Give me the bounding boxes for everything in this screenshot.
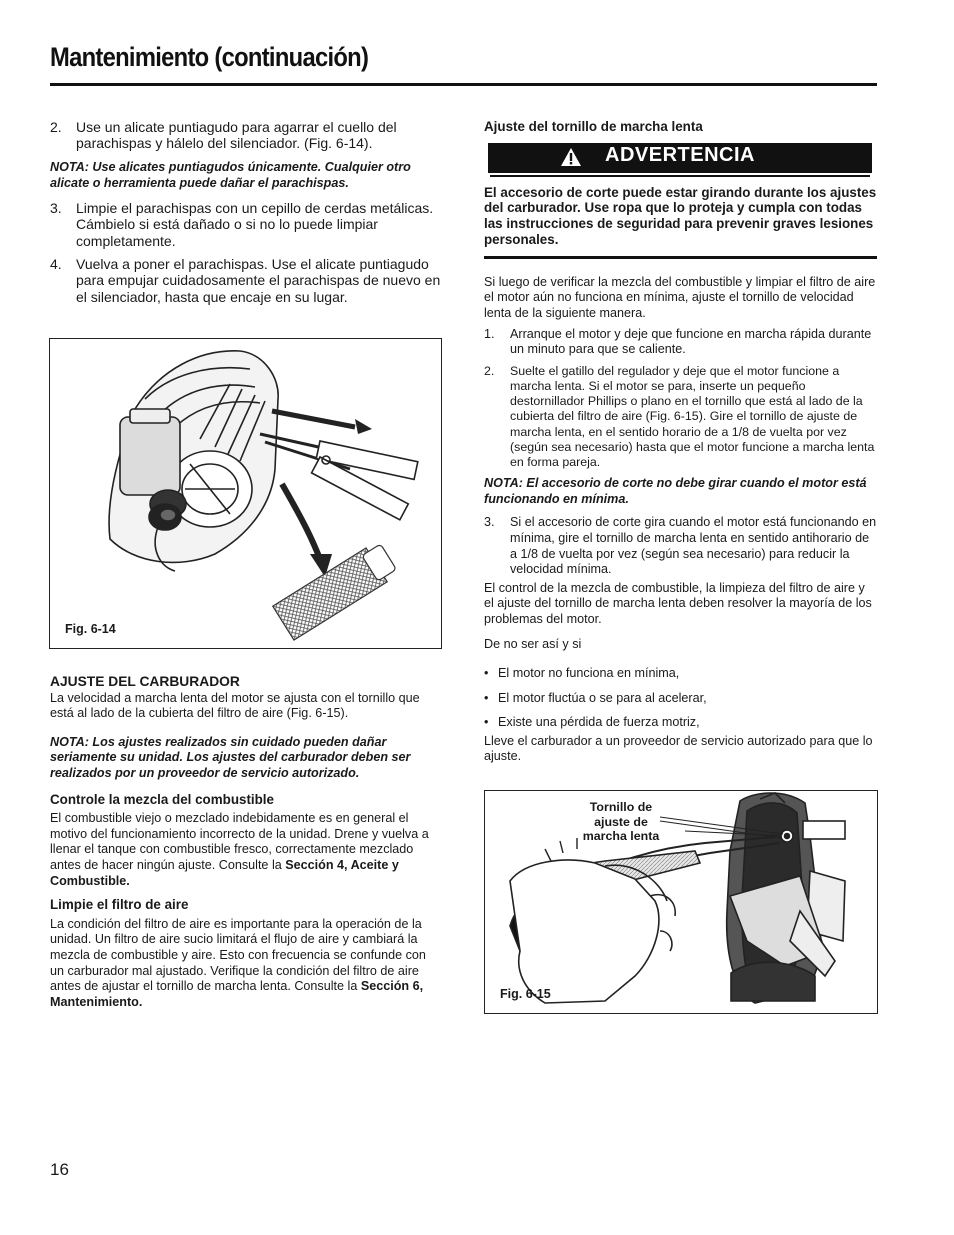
figure-6-15: [484, 790, 878, 1014]
bullet-dot: •: [484, 666, 489, 681]
list-item: [50, 119, 441, 152]
list-item: [50, 200, 441, 249]
title-rule: [50, 83, 877, 86]
mix-paragraph: [50, 811, 441, 889]
left-column: [50, 119, 441, 312]
filter-heading: Limpie el filtro de aire: [50, 897, 189, 913]
bullet-text: Existe una pérdida de fuerza motriz,: [498, 715, 700, 730]
screwdriver-illustration: [485, 791, 877, 1013]
list-text: Limpie el parachispas con un cepillo de cerdas metálicas. Cámbielo si está dañado o si no lo puede limpiar completamente.: [76, 199, 434, 249]
summary-text: El control de la mezcla de combustible, la limpieza del filtro de aire y el ajuste del tornillo de marcha lenta deben resolver la mayoría de los problemas del motor.: [484, 580, 872, 626]
list-text: Use un alicate puntiagudo para agarrar el cuello del parachispas y hálelo del silenciador. (Fig. 6-14).: [76, 119, 397, 152]
bullet-dot: •: [484, 690, 489, 705]
step-item: [484, 327, 877, 358]
warning-triangle-icon: [560, 147, 582, 167]
figure-caption: Fig. 6-14: [65, 622, 116, 636]
filter-ref: Sección 6, Mantenimiento.: [50, 979, 424, 1009]
mix-ref: Sección 4, Aceite y Combustible.: [50, 857, 399, 888]
filter-paragraph: [50, 917, 441, 1011]
carb-text: La velocidad a marcha lenta del motor se ajusta con el tornillo que está al lado de la cubierta del filtro de aire (Fig. 6-15).: [50, 690, 420, 721]
engine-illustration: [50, 339, 441, 648]
list-number: 2.: [50, 119, 62, 135]
step-text: Arranque el motor y deje que funcione en marcha rápida durante un minuto para que se caliente.: [510, 326, 872, 357]
bullet-text: El motor no funciona en mínima,: [498, 666, 680, 681]
step-number: 3.: [484, 515, 495, 530]
right-column: [484, 119, 877, 765]
note-pliers: NOTA: Use alicates puntiagudos únicamente. Cualquier otro alicate o herramienta puede dañar el parachispas.: [50, 159, 411, 190]
warning-rule: [484, 256, 877, 259]
idle-note: NOTA: El accesorio de corte no debe girar cuando el motor está funcionando en mínima.: [484, 476, 867, 506]
bullet-item: [484, 691, 877, 707]
figure-caption: Fig. 6-15: [500, 987, 551, 1001]
step-number: 1.: [484, 326, 495, 341]
idle-heading: Ajuste del tornillo de marcha lenta: [484, 119, 703, 134]
warning-text: El accesorio de corte puede estar girando durante los ajustes del carburador. Use ropa que lo proteja y cumpla con todas las instrucciones de seguridad para prevenir graves lesiones personales.: [484, 184, 877, 247]
carb-note: NOTA: Los ajustes realizados sin cuidado pueden dañar seriamente su unidad. Los ajustes del carburador deben ser realizados por un proveedor de servicio autorizado.: [50, 734, 411, 780]
page-title: Mantenimiento (continuación): [50, 42, 369, 72]
if-not-text: De no ser así y si: [484, 636, 582, 651]
step-item: [484, 515, 877, 577]
list-item: [50, 256, 441, 305]
carb-heading: AJUSTE DEL CARBURADOR: [50, 674, 240, 689]
mix-heading: Controle la mezcla del combustible: [50, 791, 274, 807]
page-number: 16: [50, 1160, 69, 1179]
filter-text: La condición del filtro de aire es importante para la operación de la unidad. Un filtro de aire sucio limitará el flujo de aire y cambiará la mezcla de combustible y aire. Esto con frecuencia se confunde con un carburador mal ajustado. Verifique la condición del filtro de aire antes de ajustar el tornillo de marcha lenta. Consulte la: [50, 916, 426, 994]
closing-text: Lleve el carburador a un proveedor de servicio autorizado para que lo ajuste.: [484, 733, 873, 764]
step-item: [484, 364, 877, 470]
warning-banner: [488, 143, 872, 173]
figure-6-14: [49, 338, 442, 649]
step-text: Si el accesorio de corte gira cuando el motor está funcionando en mínima, gire el tornillo de marcha lenta en sentido antihorario de a 1/8 de vuelta por vez (según sea necesario) para reducir la velocidad mínima.: [510, 515, 877, 577]
warning-label: ADVERTENCIA: [605, 143, 755, 166]
bullet-item: [484, 666, 877, 682]
list-number: 4.: [50, 256, 62, 273]
step-number: 2.: [484, 363, 495, 378]
mix-text: El combustible viejo o mezclado indebidamente es en general el motivo del funcionamiento incorrecto de la unidad. Drene y vuelva a llenar el tanque con combustible fresco, correctamente mezclado antes de hacer ningún ajuste. Consulte la: [50, 811, 429, 872]
bullet-item: [484, 715, 877, 731]
bullet-dot: •: [484, 715, 489, 730]
list-number: 3.: [50, 199, 62, 216]
step-text: Suelte el gatillo del regulador y deje que el motor funcione a marcha lenta. Si el motor se para, inserte un pequeño destornillador Phillips o plano en el tornillo que está al lado de la cubierta del filtro de aire (Fig. 6-15). Gire el tornillo de ajuste de marcha lenta, en el sentido horario de a 1/8 de vuelta por vez (según sea necesario) hasta que el motor funcione a marcha lenta en forma pareja.: [510, 363, 875, 469]
intro-text: Si luego de verificar la mezcla del combustible y limpiar el filtro de aire el motor aún no funciona en mínima, ajuste el tornillo de velocidad lenta de la siguiente manera.: [484, 274, 876, 320]
left-column-lower: [50, 674, 441, 1010]
screw-label: Tornillo de ajuste de marcha lenta: [582, 800, 660, 844]
bullet-text: El motor fluctúa o se para al acelerar,: [498, 690, 707, 705]
list-text: Vuelva a poner el parachispas. Use el alicate puntiagudo para empujar cuidadosamente el parachispas de nuevo en el silenciador, hasta que encaje en su lugar.: [76, 256, 441, 305]
